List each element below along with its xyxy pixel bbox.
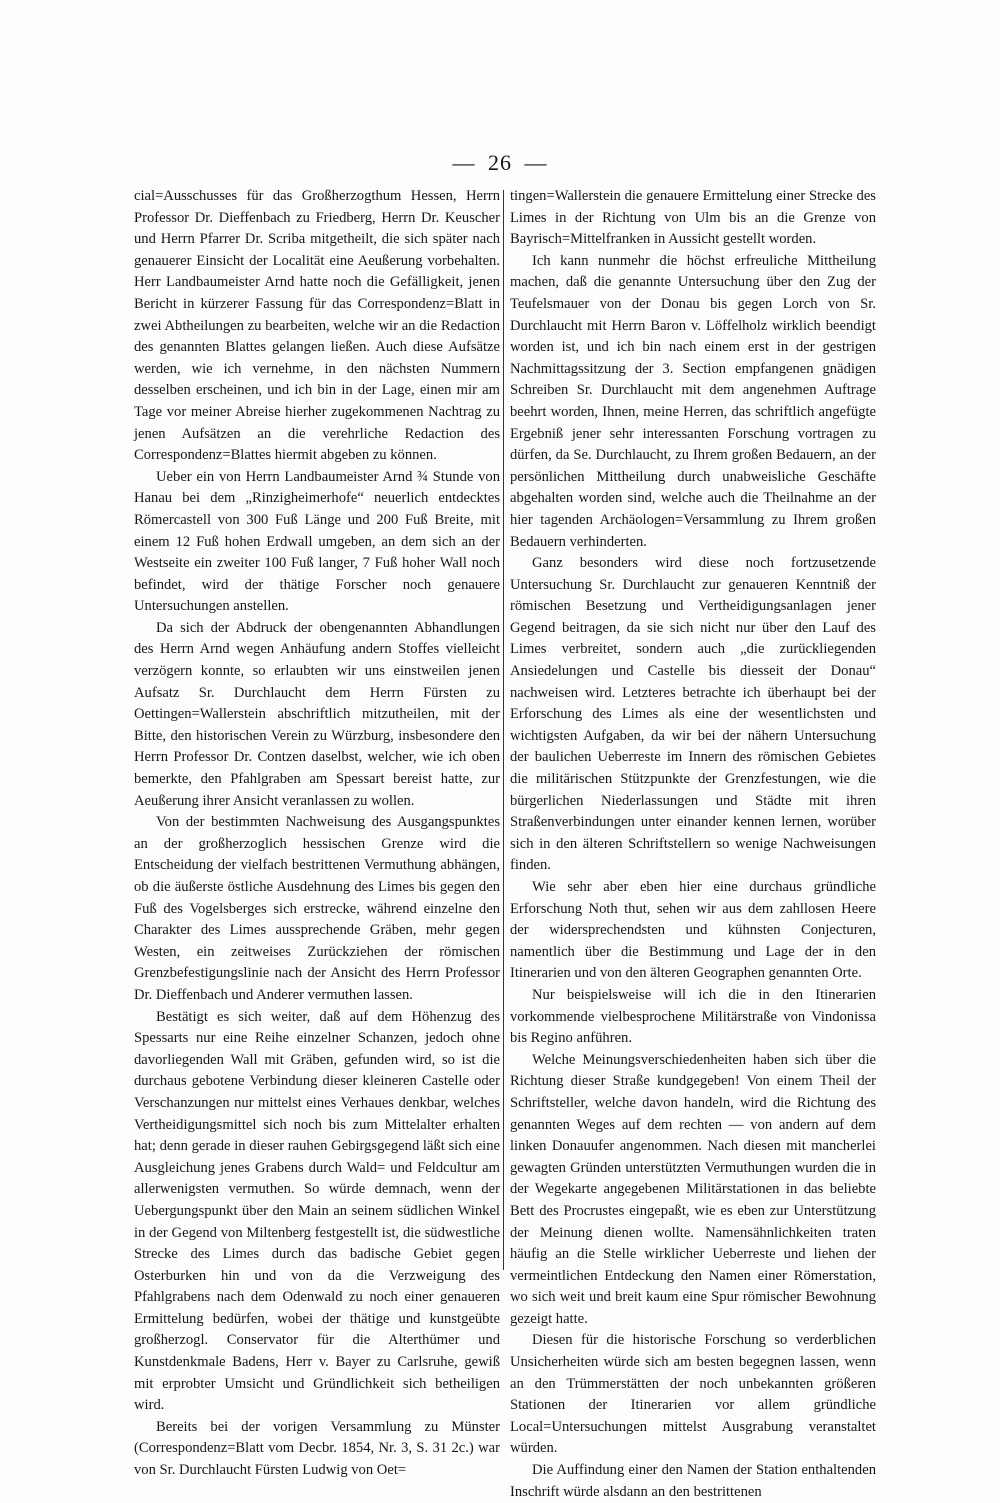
paragraph: tingen=Wallerstein die genauere Ermittelung einer Strecke des Limes in der Richtung von Ulm bis an die Grenze von Bayrisch=Mittelfranken in Aussicht gestellt worden. [510, 188, 876, 248]
column-divider [503, 190, 504, 1270]
paragraph: Ich kann nunmehr die höchst erfreuliche Mittheilung machen, daß die genannte Untersuchung über den Zug der Teufelsmauer von der Donau bis gegen Lorch von Sr. Durchlaucht mit Herrn Baron v. Löffelholz wirklich beendigt worden ist, und ich bin nach einem erst in der gestrigen Nachmittagssitzung der 3. Section empfangenen gnädigen Schreiben Sr. Durchlaucht mit dem angenehmen Auftrage beehrt worden, Ihnen, meine Herren, das schriftlich angefügte Ergebniß jener sehr interessanten Forschung vortragen zu dürfen, da Se. Durchlaucht, zu Ihrem großen Bedauern, an der persönlichen Mittheilung durch unabweisliche Geschäfte abgehalten worden sind, welche auch die Theilnahme an der hier tagenden Archäologen=Versammlung zu Ihrem großen Bedauern verhinderten. [510, 252, 876, 550]
left-column [134, 186, 500, 1482]
paragraph: Bestätigt es sich weiter, daß auf dem Höhenzug des Spessarts nur eine Reihe einzelner Schanzen, jedoch ohne davorliegenden Wall mit Gräben, gefunden wird, so ist die durchaus gebotene Verbindung dieser kleineren Castelle oder Verschanzungen nur mittelst eines Verhaues denkbar, welches Vertheidigungsmittel sich noch bis zum Mittelalter erhalten hat; denn gerade in dieser rauhen Gebirgsgegend läßt sich eine Ausgleichung jenes Grabens durch Wald= und Feldcultur am allerwenigsten vermuthen. So würde demnach, wenn der Uebergungspunkt über den Main an seinem südlichen Winkel in der Gegend von Miltenberg festgestellt ist, die südwestliche Strecke des Limes durch das badische Gebiet gegen Osterburken hin und von da die Verzweigung des Pfahlgrabens nach dem Odenwald zu noch einer genaueren Ermittelung bedürfen, wobei der thätige und kunstgeübte großherzogl. Conservator für die Alterthümer und Kunstdenkmale Badens, Herr v. Bayer zu Carlsruhe, gewiß mit erprobter Umsicht und Gründlichkeit sich betheiligen wird. [134, 1008, 500, 1414]
paragraph: Da sich der Abdruck der obengenannten Abhandlungen des Herrn Arnd wegen Anhäufung andern Stoffes vielleicht verzögern konnte, so erlaubten wir uns einstweilen jenen Aufsatz Sr. Durchlaucht dem Herrn Fürsten zu Oettingen=Wallerstein abschriftlich mitzutheilen, mit der Bitte, den historischen Verein zu Würzburg, insbesondere den Herrn Professor Dr. Contzen daselbst, welcher, wie ich oben bemerkte, den Pfahlgraben am Spessart bereist hatte, zur Aeußerung ihrer Ansicht veranlassen zu wollen. [134, 619, 500, 809]
right-column [510, 186, 876, 1503]
paragraph: Ueber ein von Herrn Landbaumeister Arnd ¾ Stunde von Hanau bei dem „Rinzigheimerhofe“ neuerlich entdecktes Römercastell von 300 Fuß Länge und 200 Fuß Breite, mit einem 12 Fuß hohen Erdwall umgeben, an dem sich an der Westseite ein zweiter 100 Fuß langer, 7 Fuß hoher Wall noch befindet, wird der thätige Forscher noch genauere Untersuchungen anstellen. [134, 468, 500, 615]
paragraph: Wie sehr aber eben hier eine durchaus gründliche Erforschung Noth thut, sehen wir aus dem zahllosen Heere der widersprechendsten und kühnsten Conjecturen, namentlich über die Bestimmung und Lage der in den Itinerarien und von den älteren Geographen genannten Orte. [510, 879, 876, 982]
paragraph: Bereits bei der vorigen Versammlung zu Münster (Correspondenz=Blatt vom Decbr. 1854, Nr. 3, S. 31 2c.) war von Sr. Durchlaucht Fürsten Ludwig von Oet= [134, 1418, 500, 1479]
paragraph: Ganz besonders wird diese noch fortzusetzende Untersuchung Sr. Durchlaucht zur genaueren Kenntniß der römischen Besetzung und Vertheidigungsanlagen jener Gegend beitragen, da sie sich nicht nur über den Lauf des Limes verbreitet, sondern auch „die zurückliegenden Ansiedelungen und Castelle bis diesseit der Donau“ nachweisen wird. Letzteres betrachte ich überhaupt bei der Erforschung des Limes als eine der wesentlichsten und wichtigsten Aufgaben, da wir bei der nähern Untersuchung der baulichen Ueberreste im Innern des römischen Gebietes die militärischen Stützpunkte der Grenzfestungen, wie die bürgerlichen Niederlassungen und Städte mit ihren Straßenverbindungen unter einander kennen lernen, worüber sich in den älteren Schriftstellern so wenige Nachweisungen finden. [510, 555, 876, 874]
page-number: — 26 — [452, 150, 548, 175]
paragraph: Die Auffindung einer den Namen der Station enthaltenden Inschrift würde alsdann an den bestrittenen [510, 1462, 876, 1500]
paragraph: cial=Ausschusses für das Großherzogthum Hessen, Herrn Professor Dr. Dieffenbach zu Friedberg, Herrn Dr. Keuscher und Herrn Pfarrer Dr. Scriba mitgetheilt, die sich später nach genauerer Einsicht der Localität eine Aeußerung vorbehalten. Herr Landbaumeister Arnd hatte noch die Gefälligkeit, jenen Bericht in kürzerer Fassung für das Correspondenz=Blatt in zwei Abtheilungen zu bearbeiten, welche wir an die Redaction des genannten Blattes gelangen ließen. Auch diese Aufsätze werden, wie ich vernehme, in den nächsten Nummern desselben erscheinen, und ich bin in der Lage, einen mir am Tage vor meiner Abreise hierher zugekommenen Nachtrag zu jenen Aufsätzen an die verehrliche Redaction des Correspondenz=Blattes hiermit abgeben zu können. [134, 188, 500, 464]
paragraph: Diesen für die historische Forschung so verderblichen Unsicherheiten würde sich am besten begegnen lassen, wenn an den Trümmerstätten der noch unbekannten größeren Stationen der Itinerarien vor allem gründliche Local=Untersuchungen mittelst Ausgrabung veranstaltet würden. [510, 1332, 876, 1457]
paragraph: Von der bestimmten Nachweisung des Ausgangspunktes an der großherzoglich hessischen Grenze wird die Entscheidung der vielfach bestrittenen Vermuthung abhängen, ob die äußerste östliche Ausdehnung des Limes bis gegen den Fuß des Vogelsberges sich erstrecke, während einzelne den Charakter des Limes aussprechende Gräben, mehr gegen Westen, ein zeitweises Zurückziehen der römischen Grenzbefestigungslinie nach der Ansicht des Herrn Professor Dr. Dieffenbach und Anderer vermuthen lassen. [134, 814, 500, 1003]
paragraph: Welche Meinungsverschiedenheiten haben sich über die Richtung dieser Straße kundgegeben! Von einem Theil der Schriftsteller, welche davon handeln, wird die Richtung des genannten Weges auf dem rechten — von andern auf dem linken Donauufer angenommen. Nach diesen mit mancherlei gewagten Gründen unterstützten Vermuthungen wurden die in der Wegekarte angegebenen Militärstationen in das beliebte Bett des Procrustes eingepaßt, wie es eben zur Unterstützung der Meinung dienen wollte. Namensähnlichkeiten traten häufig an die Stelle wirklicher Ueberreste und liehen der vermeintlichen Entdeckung den Namen einer Römerstation, wo sich weit und breit kaum eine Spur römischer Bewohnung gezeigt hatte. [510, 1051, 876, 1327]
paragraph: Nur beispielsweise will ich die in den Itinerarien vorkommende vielbesprochene Militärstraße von Vindonissa bis Regino anführen. [510, 986, 876, 1047]
